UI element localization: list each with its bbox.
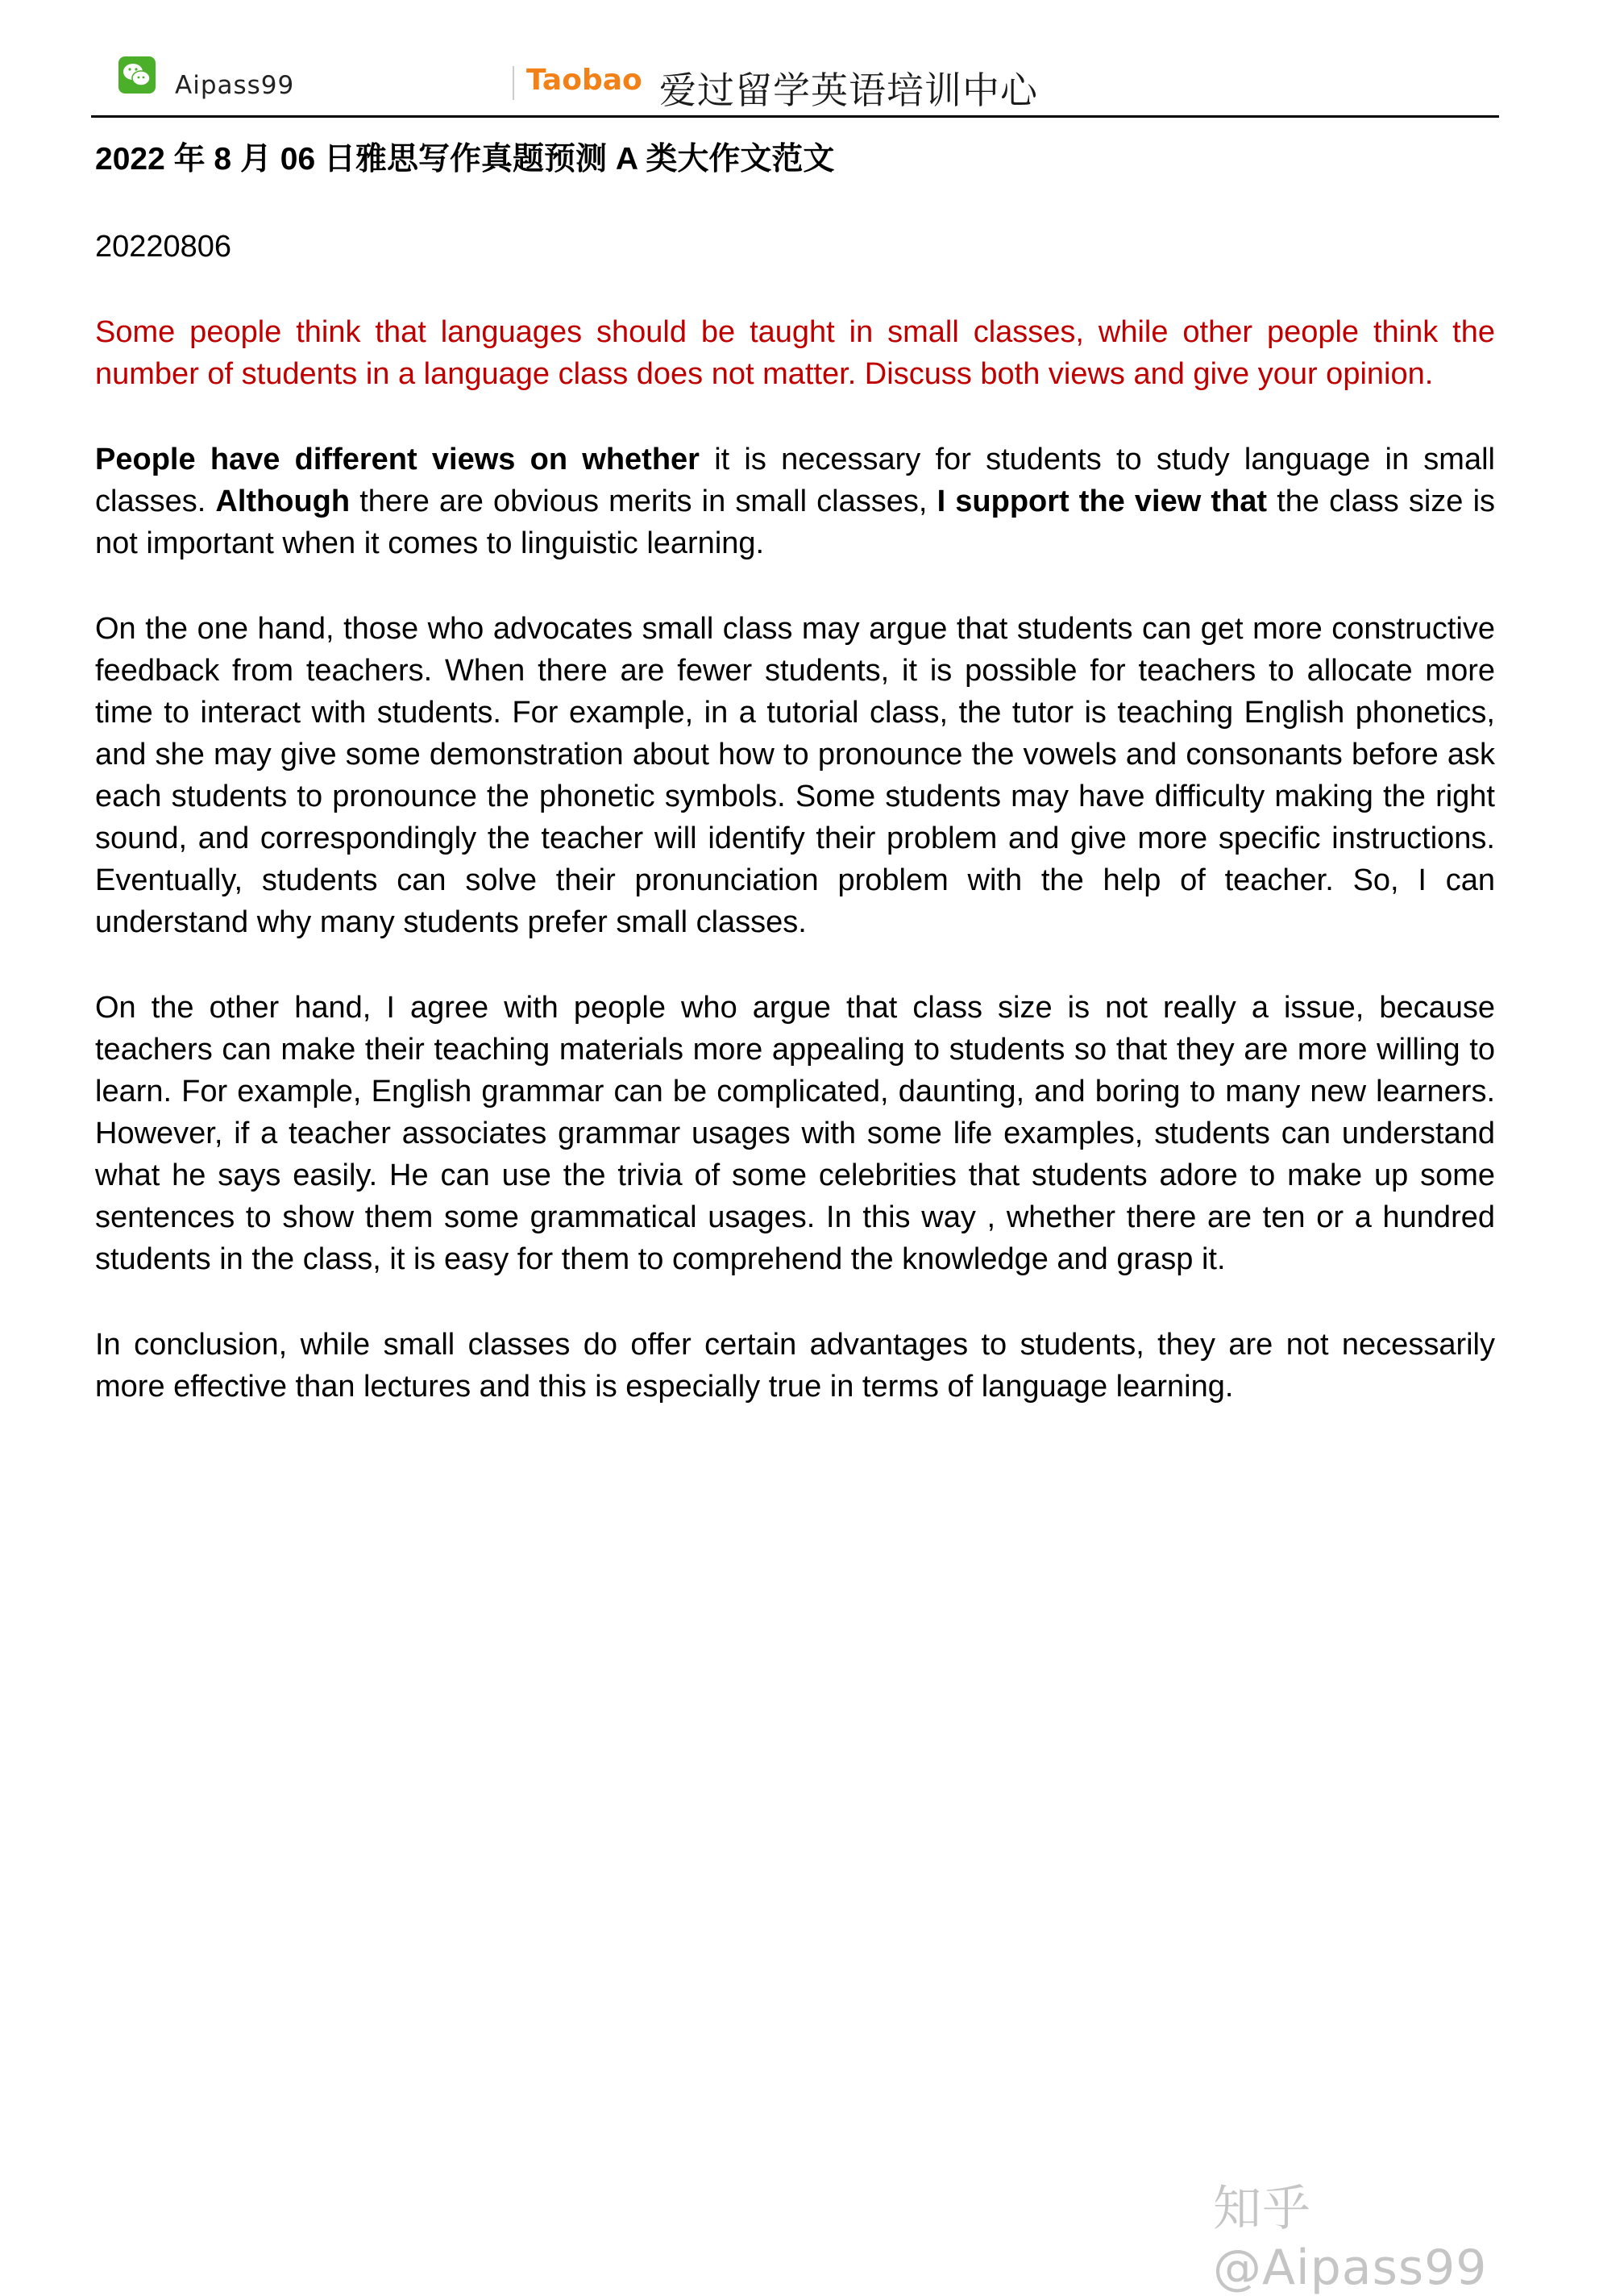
intro-paragraph bbox=[95, 439, 1495, 564]
essay-prompt: Some people think that languages should be taught in small classes, while other people think the number of students in a language class does not matter. Discuss both views and give your opinion. bbox=[95, 315, 1495, 391]
document-date-code: 20220806 bbox=[95, 230, 232, 264]
page-header bbox=[91, 47, 1499, 118]
intro-text-2: there are obvious merits in small classes, bbox=[350, 485, 937, 518]
zhihu-watermark: 知乎 @Aipass99 bbox=[1213, 2181, 1488, 2296]
intro-bold-phrase-1: People have different views on whether bbox=[95, 443, 700, 476]
body-paragraph-1: On the one hand, those who advocates small class may argue that students can get more constructive feedback from teachers. When there are fewer students, it is possible for teachers to allocate more time to interact with students. For example, in a tutorial class, the tutor is teaching English phonetics, and she may give some demonstration about how to pronounce the vowels and consonants before ask each students to pronounce the phonetic symbols. Some students may have difficulty making the right sound, and correspondingly the teacher will identify their problem and give more specific instructions. Eventually, students can solve their pronunciation problem with the help of teacher. So, I can understand why many students prefer small classes. bbox=[95, 612, 1495, 939]
intro-bold-phrase-2: Although bbox=[215, 485, 351, 518]
document-title: 2022 年 8 月 06 日雅思写作真题预测 A 类大作文范文 bbox=[95, 142, 835, 177]
intro-bold-phrase-3: I support the view that bbox=[937, 485, 1268, 518]
wechat-icon bbox=[118, 56, 156, 94]
header-organization-name: 爱过留学英语培训中心 bbox=[659, 69, 1038, 112]
header-divider bbox=[513, 66, 514, 100]
header-account-name: Aipass99 bbox=[175, 71, 295, 100]
conclusion-paragraph: In conclusion, while small classes do offer certain advantages to students, they are not necessarily more effective than lectures and this is especially true in terms of language learning. bbox=[95, 1328, 1495, 1404]
intro-text-1: it is necessary for students to study language in small classes. bbox=[95, 443, 1495, 518]
taobao-label: Taobao bbox=[526, 64, 642, 97]
document-body bbox=[95, 137, 1495, 1408]
body-paragraph-2: On the other hand, I agree with people who argue that class size is not really a issue, because teachers can make their teaching materials more appealing to students so that they are more willing to learn. For example, English grammar can be complicated, daunting, and boring to many new learners. However, if a teacher associates grammar usages with some life examples, students can understand what he says easily. He can use the trivia of some celebrities that students adore to make up some sentences to show them some grammatical usages. In this way , whether there are ten or a hundred students in the class, it is easy for them to comprehend the knowledge and grasp it. bbox=[95, 991, 1495, 1276]
intro-text-3: the class size is not important when it comes to linguistic learning. bbox=[95, 485, 1496, 560]
